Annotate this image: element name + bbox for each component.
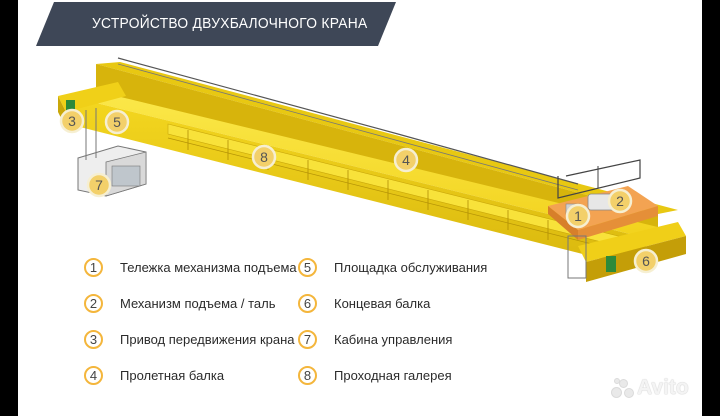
legend-item-1	[84, 255, 297, 279]
legend-label: Концевая балка	[334, 295, 431, 311]
svg-text:6: 6	[642, 253, 650, 269]
legend-number: 8	[298, 366, 317, 385]
watermark-text: Avito	[637, 376, 689, 399]
legend-item-7	[298, 327, 452, 351]
legend-label: Механизм подъема / таль	[120, 295, 276, 311]
legend-label: Пролетная балка	[120, 367, 225, 383]
callout-7	[88, 174, 110, 196]
legend-label: Площадка обслуживания	[334, 259, 488, 275]
page-title: УСТРОЙСТВО ДВУХБАЛОЧНОГО КРАНА	[92, 15, 368, 32]
avito-dots-icon	[610, 377, 634, 399]
callout-8	[253, 146, 275, 168]
callout-4	[395, 149, 417, 171]
title-banner	[36, 2, 396, 46]
svg-text:7: 7	[95, 177, 103, 193]
legend-item-6	[298, 291, 430, 315]
legend-number: 4	[84, 366, 103, 385]
callout-2	[609, 190, 631, 212]
legend-number: 2	[84, 294, 103, 313]
svg-text:5: 5	[113, 114, 121, 130]
legend-item-3	[84, 327, 295, 351]
legend-number: 6	[298, 294, 317, 313]
legend-label: Привод передвижения крана	[120, 331, 295, 347]
callout-1	[567, 205, 589, 227]
callout-5	[106, 111, 128, 133]
avito-watermark	[610, 376, 689, 400]
legend-number: 5	[298, 258, 317, 277]
svg-text:4: 4	[402, 152, 410, 168]
crane-illustration	[18, 0, 702, 416]
legend-item-5	[298, 255, 487, 279]
callout-3	[61, 110, 83, 132]
legend-number: 1	[84, 258, 103, 277]
legend-number: 3	[84, 330, 103, 349]
legend-number: 7	[298, 330, 317, 349]
callout-6	[635, 250, 657, 272]
legend-label: Тележка механизма подъема	[120, 259, 297, 275]
svg-text:3: 3	[68, 113, 76, 129]
svg-text:8: 8	[260, 149, 268, 165]
legend-item-8	[298, 363, 452, 387]
right-drive-motor	[606, 256, 616, 272]
legend-label: Кабина управления	[334, 331, 453, 347]
diagram-frame	[18, 0, 702, 416]
legend-item-2	[84, 291, 276, 315]
legend-label: Проходная галерея	[334, 367, 452, 383]
legend-item-4	[84, 363, 224, 387]
svg-text:2: 2	[616, 193, 624, 209]
svg-text:1: 1	[574, 208, 582, 224]
